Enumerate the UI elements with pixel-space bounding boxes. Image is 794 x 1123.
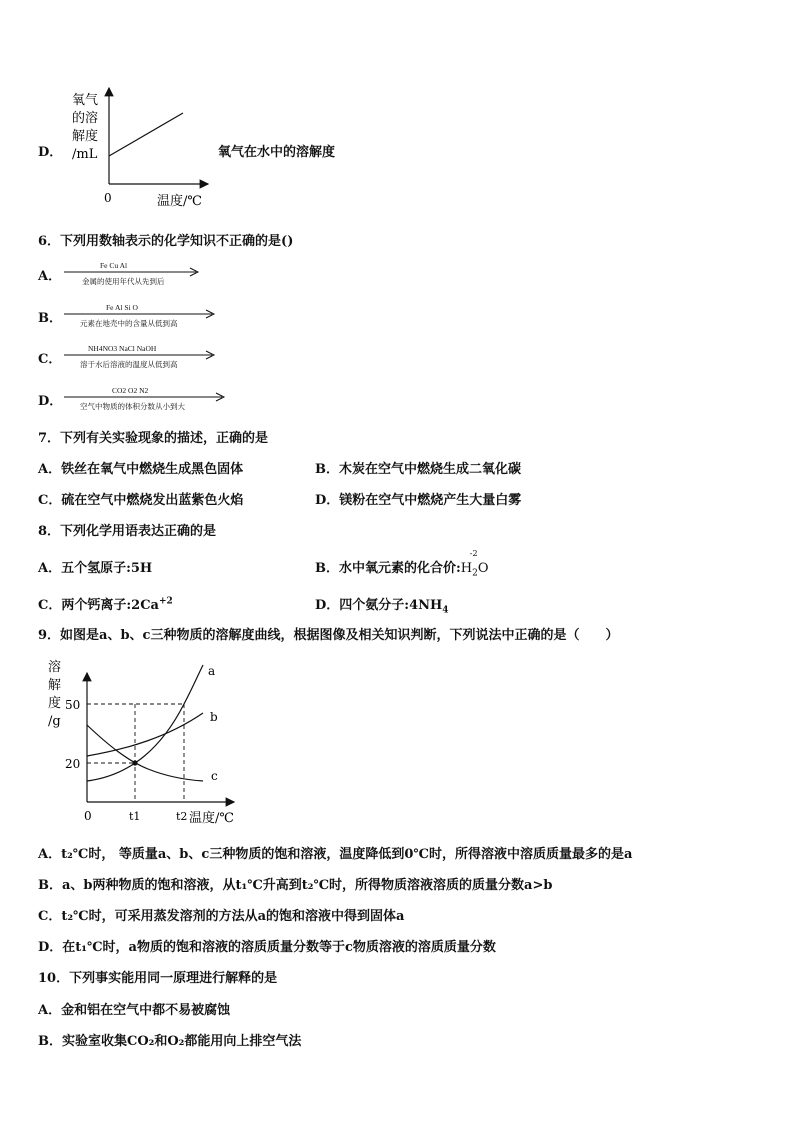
- chart-ylabel-2: 解: [48, 678, 62, 693]
- q6-d-bottom: 空气中物质的体积分数从小到大: [80, 402, 185, 411]
- q6-a-top: Fe Cu Al: [100, 261, 128, 270]
- graph-ylabel-4: /mL: [72, 147, 98, 162]
- tick-50: 50: [65, 698, 81, 712]
- q6-b-top: Fe Al Si O: [106, 303, 138, 312]
- q6-option-a-letter: A．: [38, 269, 62, 284]
- q8-option-a: A．五个氢原子:5H: [38, 561, 153, 576]
- oxygen-solubility-graph: [60, 80, 230, 210]
- q8-stem: 8．下列化学用语表达正确的是: [38, 524, 217, 539]
- q9-option-d: D．在t₁℃时，a物质的饱和溶液的溶质质量分数等于c物质溶液的溶质质量分数: [38, 940, 496, 955]
- q7-stem: 7．下列有关实验现象的描述，正确的是: [38, 431, 269, 446]
- q6-option-c-letter: C．: [38, 352, 62, 367]
- q9-stem: 9．如图是a、b、c三种物质的溶解度曲线，根据图像及相关知识判断，下列说法中正确的是（ ）: [38, 628, 619, 643]
- graph-ylabel-3: 解度: [72, 129, 99, 144]
- q6-option-d-letter: D．: [38, 394, 63, 409]
- graph-caption: 氧气在水中的溶解度: [218, 145, 336, 160]
- q6-a-bottom: 金属的使用年代从先到后: [82, 277, 165, 286]
- q6-option-b-letter: B．: [38, 311, 62, 326]
- chart-ylabel-1: 溶: [48, 660, 62, 675]
- tick-t1: t1: [129, 810, 141, 823]
- q7-option-b: B．木炭在空气中燃烧生成二氧化碳: [315, 462, 521, 477]
- chart-origin: 0: [84, 809, 92, 823]
- water-formula: $H_2O$ -2: [460, 549, 489, 579]
- q7-option-d: D．镁粉在空气中燃烧产生大量白雾: [315, 493, 522, 508]
- solubility-curve-chart: [38, 655, 248, 830]
- q9-option-c: C．t₂℃时，可采用蒸发溶剂的方法从a的饱和溶液中得到固体a: [38, 909, 405, 924]
- q10-option-b: B．实验室收集CO₂和O₂都能用向上排空气法: [38, 1034, 302, 1049]
- q6-b-bottom: 元素在地壳中的含量从低到高: [80, 319, 178, 328]
- q6-stem: 6．下列用数轴表示的化学知识不正确的是(): [38, 234, 294, 249]
- q6-c-top: NH4NO3 NaCl NaOH: [88, 344, 157, 353]
- curve-c-label: c: [211, 769, 218, 783]
- chart-ylabel-4: /g: [48, 714, 61, 729]
- graph-xlabel: 温度/℃: [157, 194, 202, 209]
- q7-option-a: A．铁丝在氧气中燃烧生成黑色固体: [38, 462, 244, 477]
- curve-b-label: b: [210, 710, 218, 724]
- q8-option-b: [315, 549, 489, 579]
- q10-stem: 10．下列事实能用同一原理进行解释的是: [38, 971, 278, 986]
- q8-option-d: D．四个氨分子$:4NH_4$: [315, 598, 449, 616]
- chart-ylabel-3: 度: [48, 696, 62, 711]
- q10-option-a: A．金和铝在空气中都不易被腐蚀: [38, 1003, 231, 1018]
- curve-a-label: a: [208, 664, 216, 678]
- oxygen-valence: -2: [469, 549, 478, 558]
- graph-ylabel-2: 的溶: [72, 111, 99, 126]
- graph-line: [109, 113, 183, 156]
- tick-t2: t2: [176, 810, 188, 823]
- q8-option-c: C．两个钙离子$:2Ca^{+2}$: [38, 596, 173, 613]
- q6-c-bottom: 溶于水后溶液的温度从低到高: [80, 360, 178, 369]
- q7-option-c: C．硫在空气中燃烧发出蓝紫色火焰: [38, 493, 244, 508]
- curve-a: [87, 665, 203, 781]
- curve-b: [87, 713, 203, 756]
- q9-option-b: B．a、b两种物质的饱和溶液，从t₁℃升高到t₂℃时，所得物质溶液溶质的质量分数a>b: [38, 878, 553, 893]
- q8-option-b-text: B．水中氧元素的化合价:: [315, 561, 461, 576]
- intersection-point: [132, 760, 137, 765]
- q5-option-d-letter: D．: [38, 145, 63, 160]
- tick-20: 20: [65, 757, 81, 771]
- chart-xlabel: 温度/℃: [189, 811, 234, 826]
- q6-d-top: CO2 O2 N2: [112, 386, 149, 395]
- q9-option-a: A．t₂℃时， 等质量a、b、c三种物质的饱和溶液，温度降低到0℃时，所得溶液中溶质质量最多的是a: [38, 847, 633, 862]
- graph-origin: 0: [104, 191, 112, 205]
- graph-ylabel-1: 氧气: [72, 93, 99, 108]
